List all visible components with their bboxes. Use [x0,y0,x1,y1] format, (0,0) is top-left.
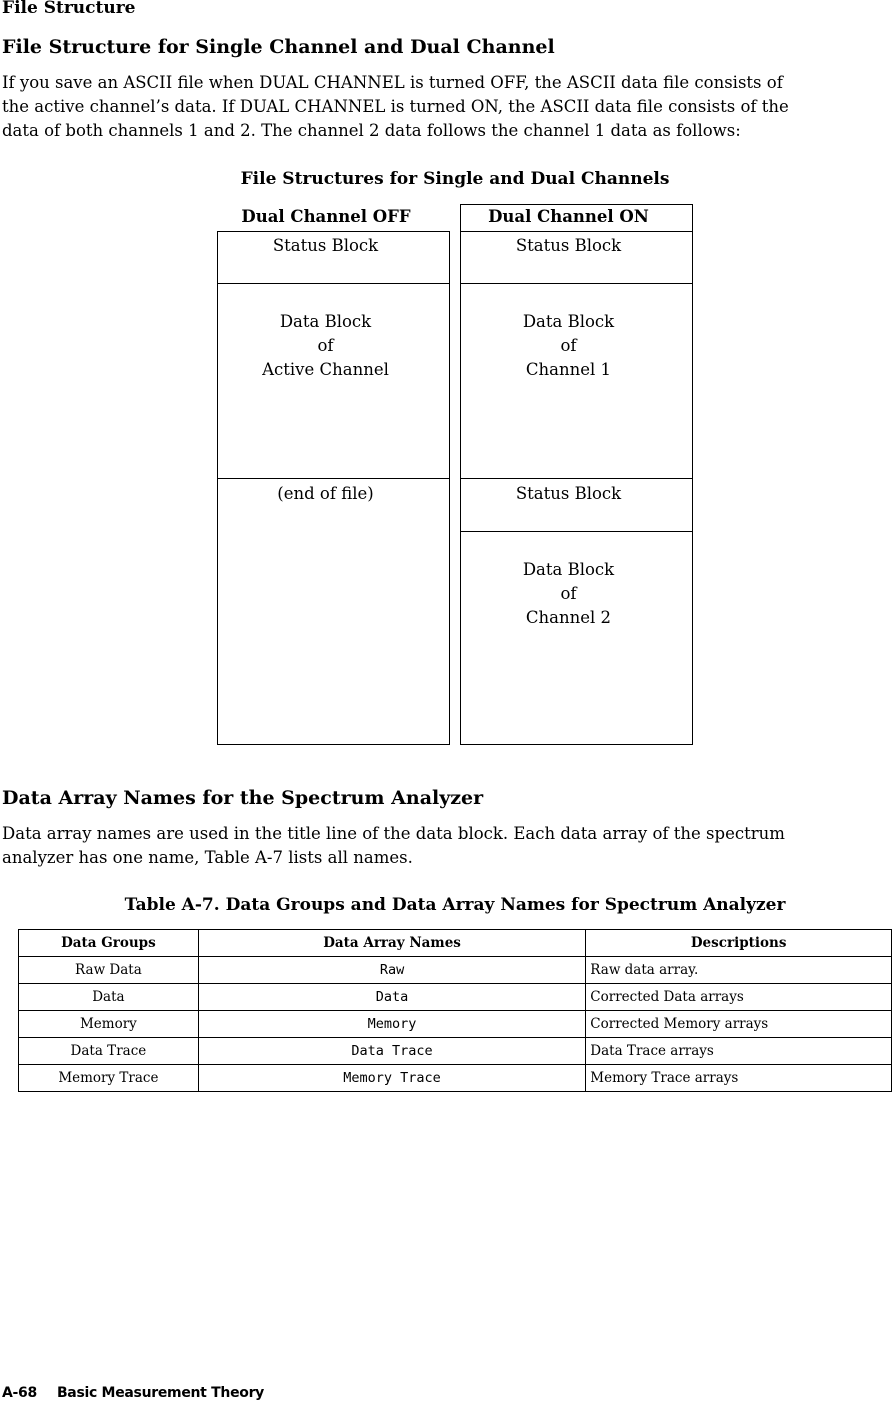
paragraph-line: data of both channels 1 and 2. The channel 2 data follows the channel 1 data as follows: [2,121,741,140]
description-cell: Raw data array. [586,957,892,984]
section-heading-data-array: Data Array Names for the Spectrum Analyzer [2,787,484,809]
cell-line: Channel 2 [525,608,612,627]
column-header: Descriptions [586,930,892,957]
description-cell: Corrected Data arrays [586,984,892,1011]
off-data-block [217,310,434,382]
table-row [19,1011,892,1038]
on-status-block-2: Status Block [515,484,622,503]
data-group-cell: Memory Trace [19,1065,199,1092]
array-name-cell: Memory [198,1011,585,1038]
divider [460,531,693,532]
table-header-row [19,930,892,957]
cell-line: of [317,336,334,355]
cell-line: Data Block [279,312,372,331]
paragraph-data-array [2,822,894,870]
page-number: A-68 [2,1385,37,1401]
table-row [19,1038,892,1065]
paragraph-line: analyzer has one name, Table A-7 lists all names. [2,848,413,867]
on-data-block-1 [460,310,677,382]
description-cell: Data Trace arrays [586,1038,892,1065]
on-column-box [460,204,693,745]
array-name-cell: Data Trace [198,1038,585,1065]
column-header: Data Array Names [198,930,585,957]
on-status-block-1: Status Block [515,236,622,255]
table-caption: Table A-7. Data Groups and Data Array Names for Spectrum Analyzer [124,895,786,915]
running-header: File Structure [2,0,136,18]
paragraph-line: the active channel’s data. If DUAL CHANNEL is turned ON, the ASCII data file consists of the [2,97,789,116]
paragraph-line: If you save an ASCII file when DUAL CHANNEL is turned OFF, the ASCII data file consists of [2,73,783,92]
page-footer [2,1385,264,1401]
data-group-cell: Raw Data [19,957,199,984]
footer-title: Basic Measurement Theory [56,1385,265,1401]
array-name-cell: Memory Trace [198,1065,585,1092]
data-group-cell: Data [19,984,199,1011]
table-row [19,1065,892,1092]
section-heading-file-structure: File Structure for Single Channel and Dual Channel [2,36,555,58]
divider [217,478,450,479]
paragraph-line: Data array names are used in the title line of the data block. Each data array of the spectrum [2,824,785,843]
cell-line: Data Block [522,560,615,579]
data-array-table [18,929,892,1092]
cell-line: of [560,336,577,355]
figure-caption: File Structures for Single and Dual Channels [240,169,670,189]
cell-line: Channel 1 [525,360,612,379]
divider [460,231,693,232]
description-cell: Memory Trace arrays [586,1065,892,1092]
column-title-on: Dual Channel ON [488,207,649,226]
cell-line: Data Block [522,312,615,331]
column-header: Data Groups [19,930,199,957]
array-name-cell: Raw [198,957,585,984]
divider [217,283,450,284]
divider [460,478,693,479]
table-row [19,957,892,984]
data-group-cell: Memory [19,1011,199,1038]
paragraph-file-structure [2,71,894,143]
divider [460,283,693,284]
array-name-cell: Data [198,984,585,1011]
table-row [19,984,892,1011]
data-group-cell: Data Trace [19,1038,199,1065]
off-end-of-file: (end of file) [277,484,374,503]
off-status-block: Status Block [272,236,379,255]
column-title-off: Dual Channel OFF [241,207,411,226]
description-cell: Corrected Memory arrays [586,1011,892,1038]
on-data-block-2 [460,558,677,630]
cell-line: of [560,584,577,603]
cell-line: Active Channel [262,360,389,379]
